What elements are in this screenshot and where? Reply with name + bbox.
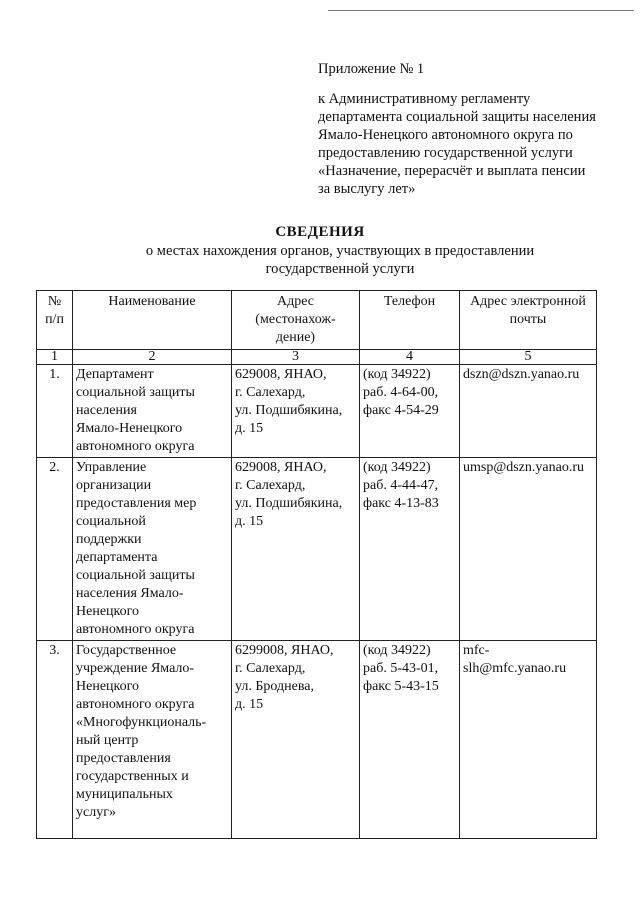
agency-name: Департамент социальной защиты населения Ямало-Ненецкого автономного округа: [73, 365, 232, 458]
document-subtitle: [0, 242, 640, 278]
annex-line: за выслугу лет»: [318, 181, 416, 197]
column-number: 1: [37, 350, 73, 365]
annex-title: Приложение № 1: [318, 61, 425, 77]
agency-address: 629008, ЯНАО, г. Салехард, ул. Подшибякина, д. 15: [232, 365, 360, 458]
top-rule: [328, 10, 634, 11]
agency-phone: (код 34922) раб. 5-43-01, факс 5-43-15: [360, 641, 460, 839]
column-number: 5: [460, 350, 597, 365]
annex-line: к Административному регламенту: [318, 91, 531, 107]
agency-address: 6299008, ЯНАО, г. Салехард, ул. Броднева, д. 15: [232, 641, 360, 839]
annex-line: департамента социальной защиты населения: [318, 109, 596, 125]
subtitle-line: государственной услуги: [265, 261, 415, 277]
agency-name: Государственное учреждение Ямало- Ненецкого автономного округа «Многофункциональ- ный центр предоставления государственных и муниципальных услуг»: [73, 641, 232, 839]
agency-phone: (код 34922) раб. 4-64-00, факс 4-54-29: [360, 365, 460, 458]
row-number: 2.: [37, 458, 73, 641]
header-email: Адрес электронной почты: [460, 291, 597, 350]
annex-line: Ямало-Ненецкого автономного округа по: [318, 127, 573, 143]
column-number: 2: [73, 350, 232, 365]
column-number: 4: [360, 350, 460, 365]
column-number-row: [37, 350, 597, 365]
header-address: Адрес (местонахож- дение): [232, 291, 360, 350]
agency-phone: (код 34922) раб. 4-44-47, факс 4-13-83: [360, 458, 460, 641]
annex-block: [318, 60, 618, 198]
column-number: 3: [232, 350, 360, 365]
agencies-table: [36, 290, 597, 839]
table-row: [37, 365, 597, 458]
agency-email: mfc- slh@mfc.yanao.ru: [460, 641, 597, 839]
agency-name: Управление организации предоставления мер социальной поддержки департамента социальной защиты населения Ямало- Ненецкого автономного округа: [73, 458, 232, 641]
header-num: № п/п: [37, 291, 73, 350]
agency-email: umsp@dszn.yanao.ru: [460, 458, 597, 641]
table-row: [37, 458, 597, 641]
agency-email: dszn@dszn.yanao.ru: [460, 365, 597, 458]
row-number: 1.: [37, 365, 73, 458]
row-number: 3.: [37, 641, 73, 839]
document-title: СВЕДЕНИЯ: [275, 224, 365, 240]
header-phone: Телефон: [360, 291, 460, 350]
table-row: [37, 641, 597, 839]
annex-line: предоставлению государственной услуги: [318, 145, 573, 161]
subtitle-line: о местах нахождения органов, участвующих в предоставлении: [145, 243, 535, 259]
agency-address: 629008, ЯНАО, г. Салехард, ул. Подшибякина, д. 15: [232, 458, 360, 641]
annex-line: «Назначение, перерасчёт и выплата пенсии: [318, 163, 586, 179]
header-name: Наименование: [73, 291, 232, 350]
table-header-row: [37, 291, 597, 350]
